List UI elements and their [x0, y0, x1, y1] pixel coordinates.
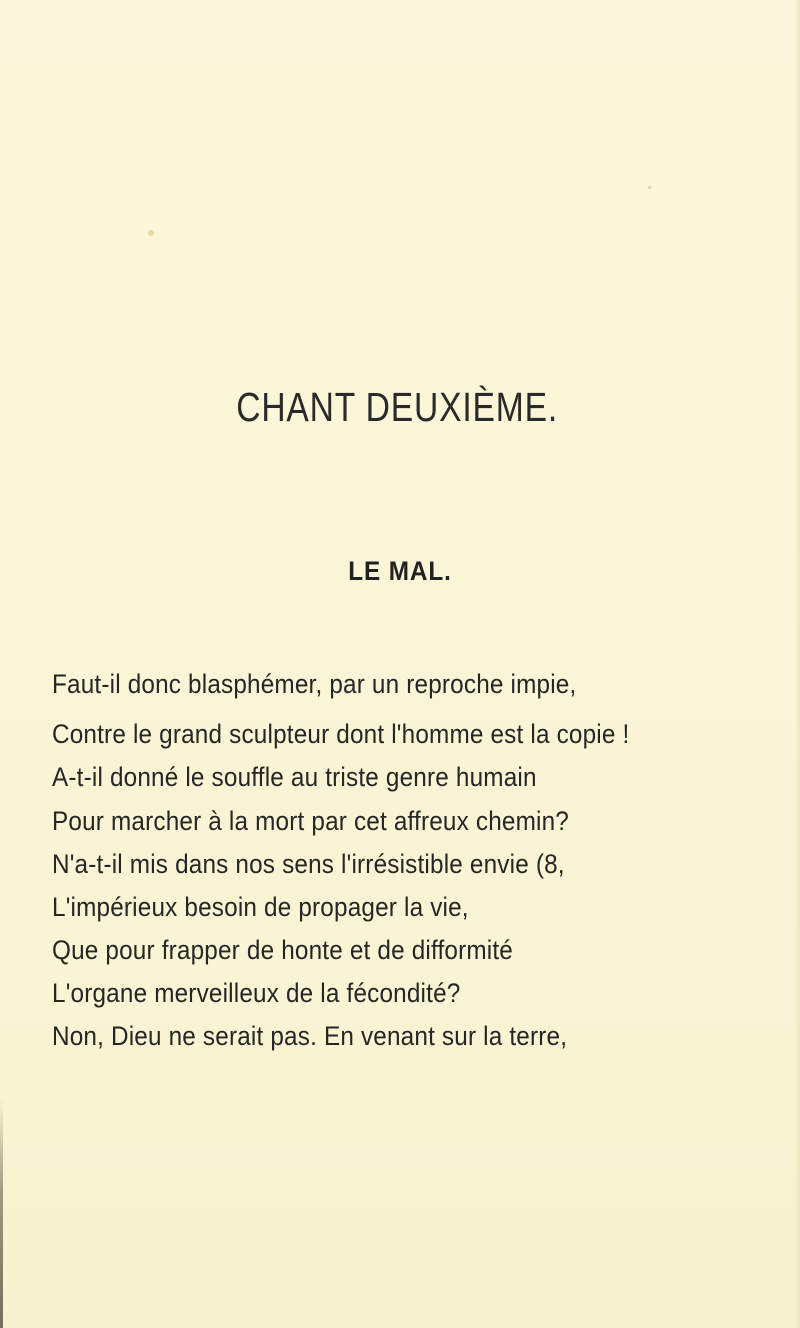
paper-speck — [648, 186, 651, 189]
verse-line: Non, Dieu ne serait pas. En venant sur la terre, — [52, 1021, 568, 1051]
verse-line: Faut-il donc blasphémer, par un reproche impie, — [52, 669, 577, 699]
section-subtitle: LE MAL. — [348, 556, 452, 586]
verse-line: Contre le grand sculpteur dont l'homme est la copie ! — [52, 719, 630, 749]
page-edge — [794, 0, 800, 1328]
verse-line: A-t-il donné le souffle au triste genre humain — [52, 762, 537, 792]
paper-speck — [148, 230, 154, 236]
verse-line: Pour marcher à la mort par cet affreux chemin? — [52, 806, 570, 836]
verse-line: L'organe merveilleux de la fécondité? — [52, 978, 461, 1008]
binding-shadow — [0, 1100, 3, 1328]
verse-line: Que pour frapper de honte et de difformité — [52, 935, 514, 965]
verse-line: N'a-t-il mis dans nos sens l'irrésistible envie (8, — [52, 849, 565, 879]
chapter-title: CHANT DEUXIÈME. — [236, 384, 559, 430]
verse-line: L'impérieux besoin de propager la vie, — [52, 892, 469, 922]
